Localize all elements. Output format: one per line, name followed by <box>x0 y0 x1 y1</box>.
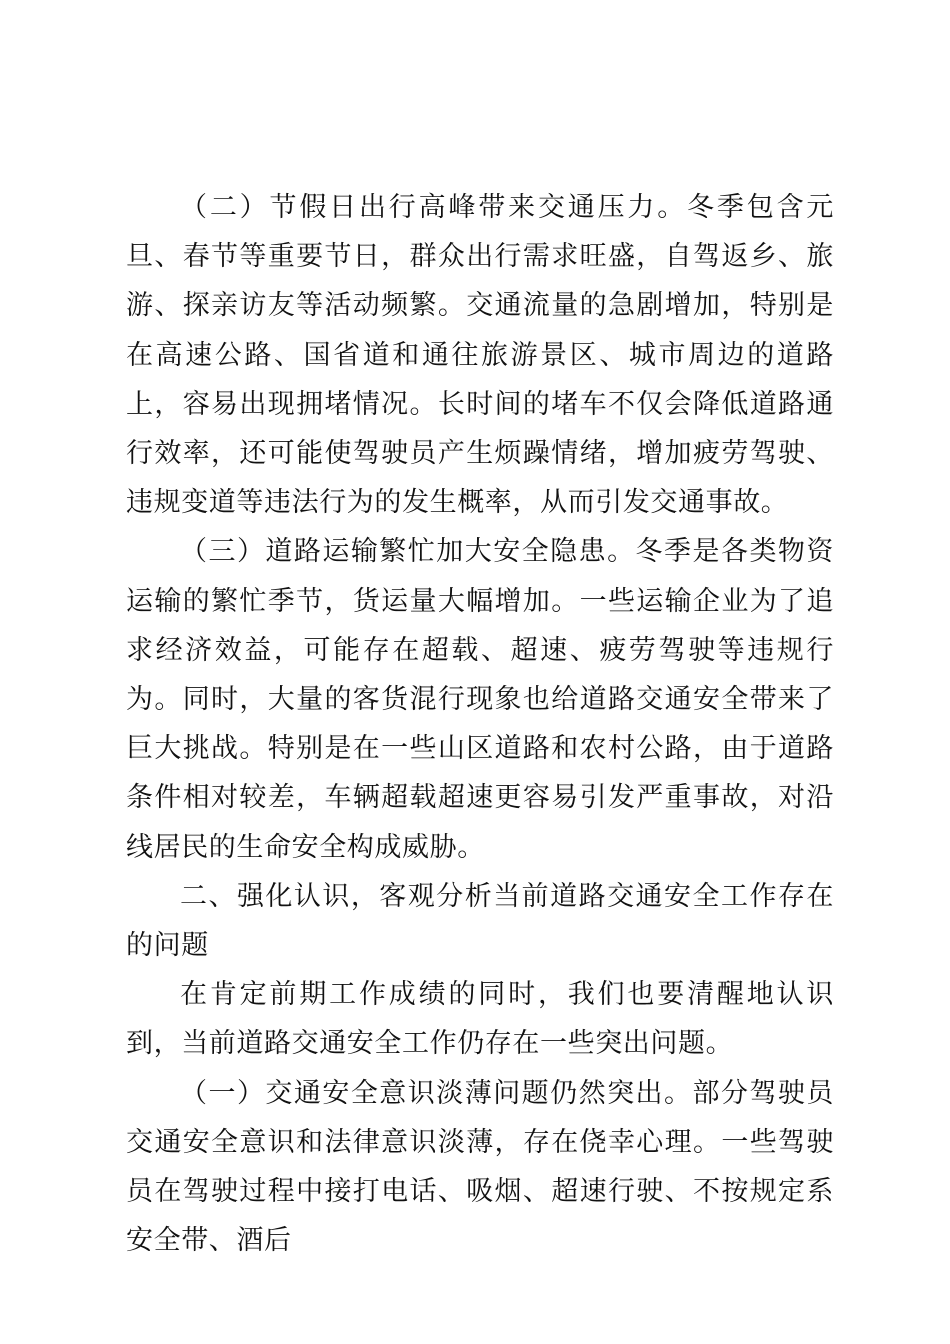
paragraph-problems-intro: 在肯定前期工作成绩的同时，我们也要清醒地认识到，当前道路交通安全工作仍存在一些突出问题。 <box>126 979 834 1060</box>
paragraph-safety-awareness: （一）交通安全意识淡薄问题仍然突出。部分驾驶员交通安全意识和法律意识淡薄，存在侥幸心理。一些驾驶员在驾驶过程中接打电话、吸烟、超速行驶、不按规定系安全带、酒后 <box>126 1077 834 1257</box>
section-heading-problems: 二、强化认识，客观分析当前道路交通安全工作存在的问题 <box>126 880 834 962</box>
document-body <box>126 183 834 1265</box>
paragraph-holiday-pressure: （二）节假日出行高峰带来交通压力。冬季包含元旦、春节等重要节日，群众出行需求旺盛，自驾返乡、旅游、探亲访友等活动频繁。交通流量的急剧增加，特别是在高速公路、国省道和通往旅游景区、城市周边的道路上，容易出现拥堵情况。长时间的堵车不仅会降低道路通行效率，还可能使驾驶员产生烦躁情绪，增加疲劳驾驶、违规变道等违法行为的发生概率，从而引发交通事故。 <box>126 192 834 519</box>
paragraph-transport-hazards: （三）道路运输繁忙加大安全隐患。冬季是各类物资运输的繁忙季节，货运量大幅增加。一些运输企业为了追求经济效益，可能存在超载、超速、疲劳驾驶等违规行为。同时，大量的客货混行现象也给道路交通安全带来了巨大挑战。特别是在一些山区道路和农村公路，由于道路条件相对较差，车辆超载超速更容易引发严重事故，对沿线居民的生命安全构成威胁。 <box>126 536 834 863</box>
